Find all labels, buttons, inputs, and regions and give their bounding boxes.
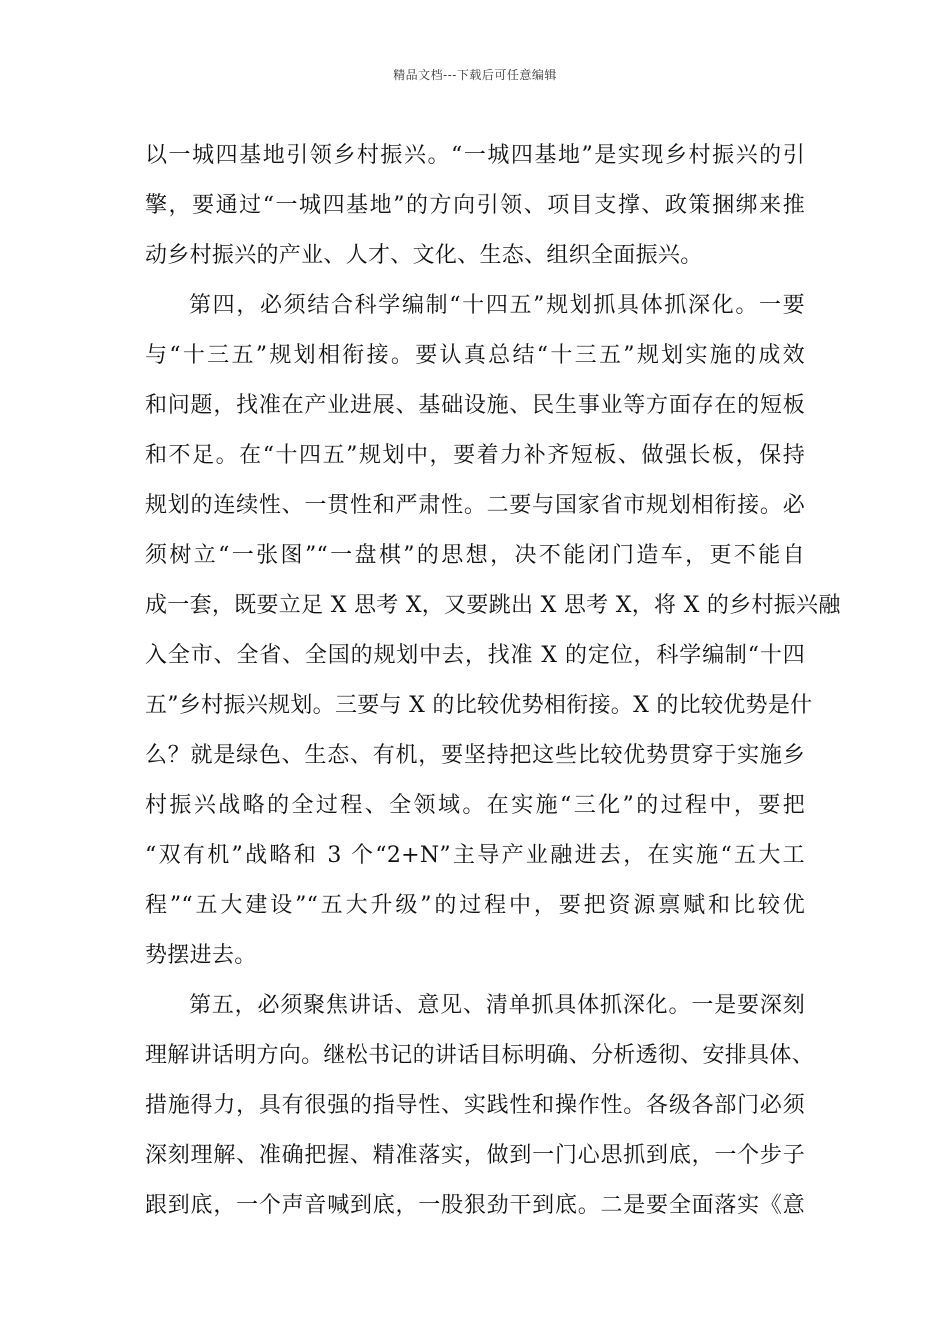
text-line: 动乡村振兴的产业、人才、文化、生态、组织全面振兴。 [145,243,703,268]
paragraph [145,981,815,1231]
text-line: 须树立“一张图”“一盘棋”的思想，决不能闭门造车，更不能自 [145,543,805,568]
text-line: 擎，要通过“一城四基地”的方向引领、项目支撑、政策捆绑来推 [145,193,805,218]
text-line: 以一城四基地引领乡村振兴。“一城四基地”是实现乡村振兴的引 [145,143,805,168]
text-line: 第五，必须聚焦讲话、意见、清单抓具体抓深化。一是要深刻 [189,993,805,1018]
paragraph [145,281,841,981]
text-line: 与“十三五”规划相衔接。要认真总结“十三五”规划实施的成效 [145,343,805,368]
text-line: 势摆进去。 [145,943,257,968]
text-line: 理解讲话明方向。继松书记的讲话目标明确、分析透彻、安排具体、 [145,1043,815,1068]
text-line: 五”乡村振兴规划。三要与 X 的比较优势相衔接。X 的比较优势是什 [145,693,813,718]
text-line: 入全市、全省、全国的规划中去，找准 X 的定位，科学编制“十四 [145,643,805,668]
text-line: 和不足。在“十四五”规划中，要着力补齐短板、做强长板，保持 [145,443,805,468]
text-line: 程”“五大建设”“五大升级”的过程中，要把资源禀赋和比较优 [145,893,805,918]
text-line: “双有机”战略和 3 个“2+N”主导产业融进去，在实施“五大工 [145,843,805,868]
text-line: 成一套，既要立足 X 思考 X，又要跳出 X 思考 X，将 X 的乡村振兴融 [145,593,841,618]
document-body [145,131,841,1231]
text-line: 深刻理解、准确把握、精准落实，做到一门心思抓到底，一个步子 [145,1143,805,1168]
text-line: 和问题，找准在产业进展、基础设施、民生事业等方面存在的短板 [145,393,805,418]
text-line: 么？就是绿色、生态、有机，要坚持把这些比较优势贯穿于实施乡 [145,743,805,768]
text-line: 第四，必须结合科学编制“十四五”规划抓具体抓深化。一要 [189,293,805,318]
page-header: 精品文档---下载后可任意编辑 [393,68,557,82]
text-line: 措施得力，具有很强的指导性、实践性和操作性。各级各部门必须 [145,1093,805,1118]
text-line: 跟到底，一个声音喊到底，一股狠劲干到底。二是要全面落实《意 [145,1193,805,1218]
text-line: 村振兴战略的全过程、全领域。在实施“三化”的过程中，要把 [145,793,805,818]
text-line: 规划的连续性、一贯性和严肃性。二要与国家省市规划相衔接。必 [145,493,805,518]
paragraph [145,131,805,281]
